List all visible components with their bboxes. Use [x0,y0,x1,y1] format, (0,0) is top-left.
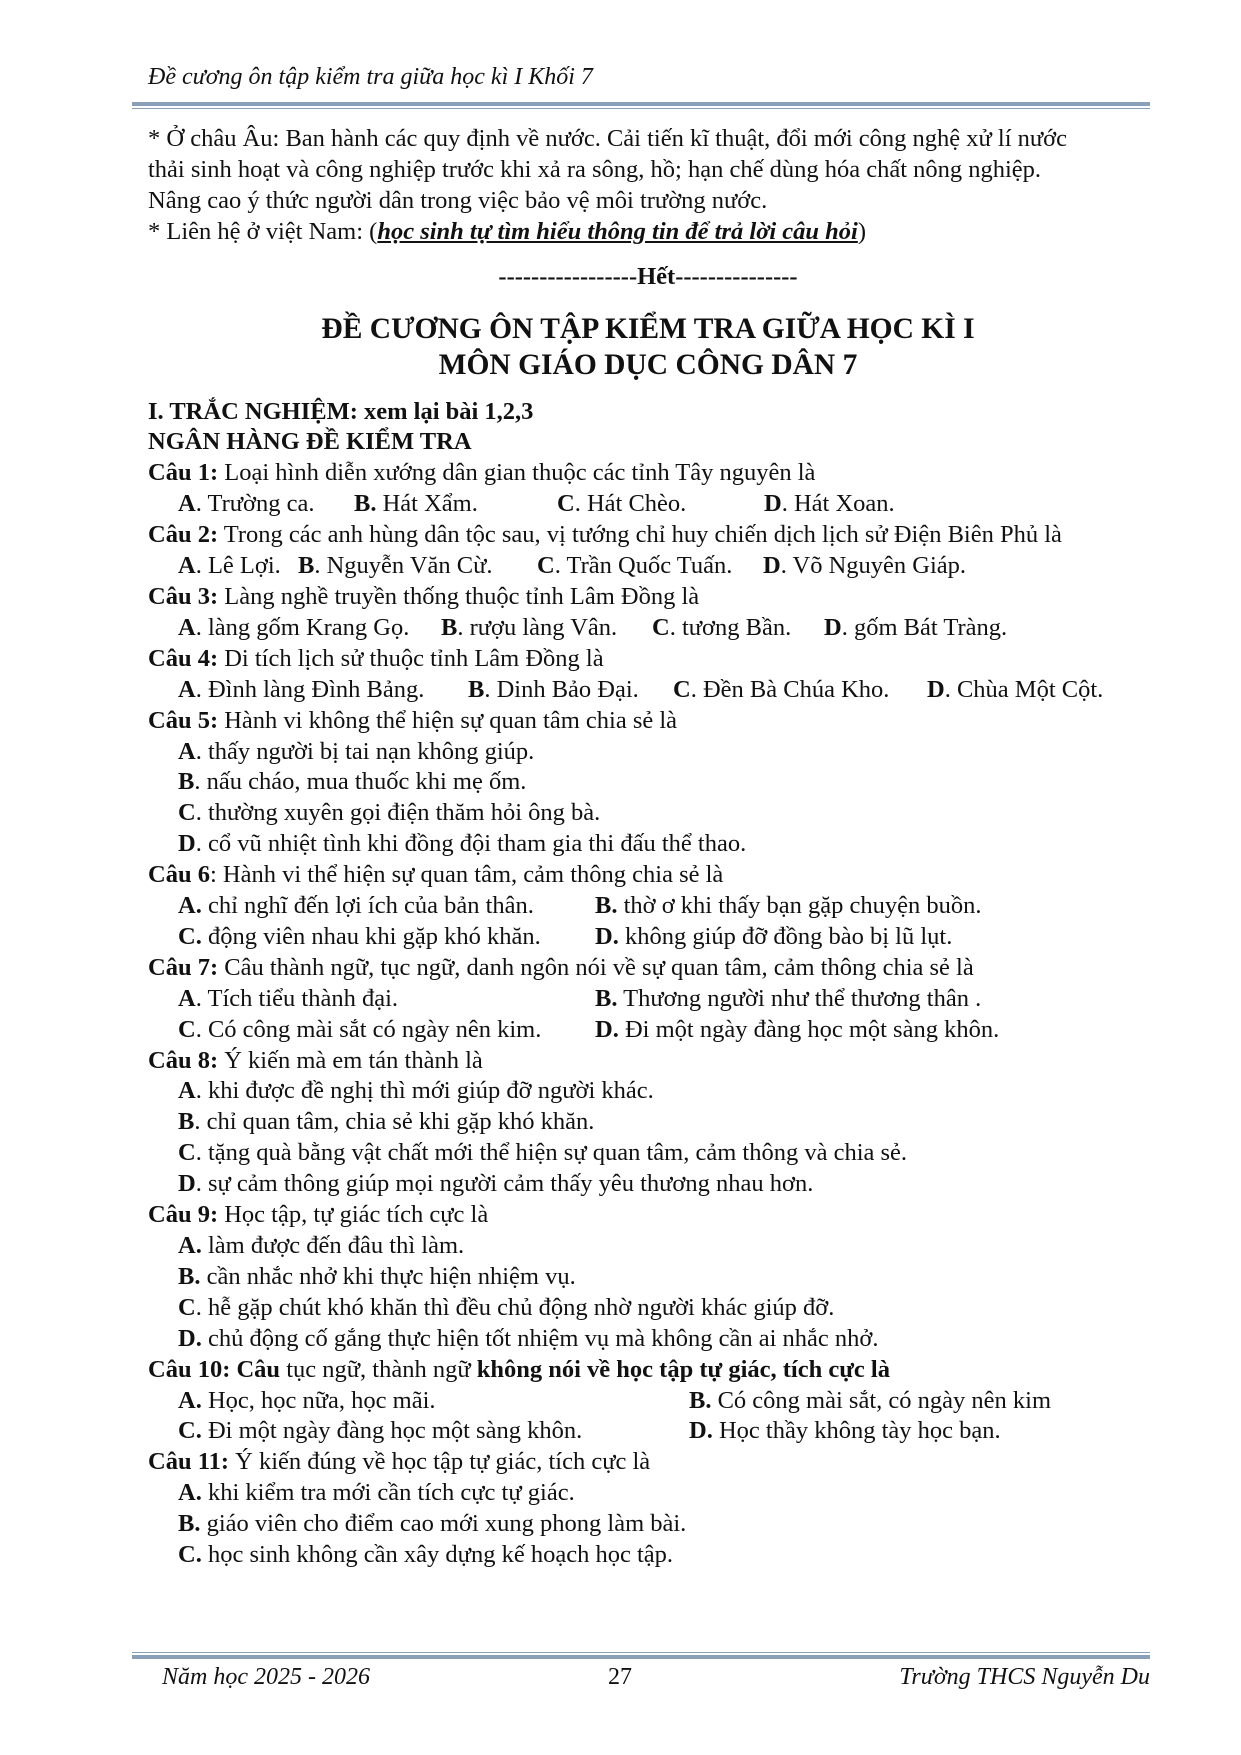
question-7 [148,953,1148,984]
option-b: B. rượu làng Vân. [441,613,618,641]
options-row [148,551,1148,582]
option-b: B. nấu cháo, mua thuốc khi mẹ ốm. [178,768,527,796]
question-11 [148,1447,1148,1478]
options-row [148,675,1148,706]
option-c: C. thường xuyên gọi điện thăm hỏi ông bà. [178,799,601,827]
question-label: Câu 5: [148,706,219,734]
option-d: D. Chùa Một Cột. [927,675,1104,703]
question-label: Câu 2: [148,521,219,549]
option-d: D. Võ Nguyên Giáp. [763,552,967,580]
option-d: D. Đi một ngày đàng học một sàng khôn. [595,1015,1000,1043]
option-b: B. thờ ơ khi thấy bạn gặp chuyện buồn. [595,892,982,920]
option-a: A. khi được đề nghị thì mới giúp đỡ người khác. [178,1077,654,1105]
question-9 [148,1200,1148,1231]
option-b: B. giáo viên cho điểm cao mới xung phong làm bài. [178,1510,687,1538]
option-a: A. chỉ nghĩ đến lợi ích của bản thân. [178,892,534,920]
option-c: C. Có công mài sắt có ngày nên kim. [178,1015,542,1043]
running-header: Đề cương ôn tập kiểm tra giữa học kì I Khối 7 [148,64,593,90]
option-c: C. tương Bần. [652,613,792,641]
option-d: D. sự cảm thông giúp mọi người cảm thấy yêu thương nhau hơn. [178,1170,814,1198]
option-c: C. động viên nhau khi gặp khó khăn. [178,922,541,950]
options-row [148,489,1148,520]
options-row [148,891,1148,922]
options-row [148,613,1148,644]
question-text: : Hành vi thể hiện sự quan tâm, cảm thông chia sẻ là [209,861,724,889]
option-d: D. gốm Bát Tràng. [824,613,1008,641]
question-text: Di tích lịch sử thuộc tỉnh Lâm Đồng là [218,644,604,672]
question-label: Câu 7: [148,953,219,981]
intro-line [148,217,1148,248]
question-label-word: Câu [230,1355,281,1383]
option-b: B. Có công mài sắt, có ngày nên kim [689,1386,1051,1414]
question-5 [148,706,1148,737]
option-c: C. Hát Chèo. [557,490,687,518]
option-c: C. học sinh không cần xây dựng kế hoạch học tập. [178,1541,673,1569]
question-label: Câu 9: [148,1201,219,1229]
option-a: A. Lê Lợi. [178,552,281,580]
question-text: Làng nghề truyền thống thuộc tỉnh Lâm Đồng là [218,582,700,610]
question-label: Câu 1: [148,459,219,487]
question-label: Câu 3: [148,582,219,610]
section-heading: NGÂN HÀNG ĐỀ KIỂM TRA [148,428,472,456]
options-row [148,984,1148,1015]
page-number: 27 [608,1664,632,1690]
option-b: B. Hát Xẩm. [354,490,478,518]
intro-line: * Ở châu Âu: Ban hành các quy định về nước. Cải tiến kĩ thuật, đổi mới công nghệ xử lí nước [148,125,1068,152]
footer-school-name: Trường THCS Nguyễn Du [899,1664,1150,1690]
option-d: D. không giúp đỡ đồng bào bị lũ lụt. [595,922,953,950]
option-a: A. Tích tiểu thành đại. [178,984,399,1012]
options-row [148,922,1148,953]
option-d: D. Hát Xoan. [764,490,895,518]
footer-rule [132,1652,1150,1659]
intro-suffix: ) [857,217,866,245]
option-c: C. Đền Bà Chúa Kho. [673,675,890,703]
option-d: D. cổ vũ nhiệt tình khi đồng đội tham gia thi đấu thể thao. [178,830,747,858]
option-a: A. Đình làng Đình Bảng. [178,675,425,703]
question-text: Hành vi không thể hiện sự quan tâm chia sẻ là [218,706,678,734]
question-label: Câu 10: [148,1355,231,1383]
question-text: Trong các anh hùng dân tộc sau, vị tướng chỉ huy chiến dịch lịch sử Điện Biên Phủ là [218,521,1062,549]
question-text: Ý kiến mà em tán thành là [218,1046,483,1074]
option-b: B. Thương người như thể thương thân . [595,984,982,1012]
option-b: B. cần nhắc nhở khi thực hiện nhiệm vụ. [178,1262,576,1290]
option-d: D. chủ động cố gắng thực hiện tốt nhiệm vụ mà không cần ai nhắc nhở. [178,1324,879,1352]
question-10 [148,1355,1148,1386]
question-label: Câu 4: [148,644,219,672]
option-a: A. thấy người bị tai nạn không giúp. [178,737,535,765]
question-4 [148,644,1148,675]
question-text: Câu thành ngữ, tục ngữ, danh ngôn nói về sự quan tâm, cảm thông chia sẻ là [218,953,974,981]
question-label: Câu 8: [148,1046,219,1074]
question-text: Ý kiến đúng về học tập tự giác, tích cực là [229,1448,651,1476]
option-a: A. Học, học nữa, học mãi. [178,1386,436,1414]
question-text: tục ngữ, thành ngữ [280,1355,477,1383]
option-b: B. Nguyễn Văn Cừ. [298,552,493,580]
option-a: A. Trường ca. [178,490,315,518]
question-label: Câu 11: [148,1448,230,1476]
end-mark: -----------------Hết--------------- [498,262,798,290]
option-b: B. chỉ quan tâm, chia sẻ khi gặp khó khăn. [178,1108,595,1136]
question-8 [148,1046,1148,1077]
options-row [148,1015,1148,1046]
section-heading: I. TRẮC NGHIỆM: xem lại bài 1,2,3 [148,397,534,425]
option-a: A. làng gốm Krang Gọ. [178,613,410,641]
option-b: B. Dinh Bảo Đại. [468,675,639,703]
header-rule [132,102,1150,109]
document-subtitle: MÔN GIÁO DỤC CÔNG DÂN 7 [438,348,858,381]
intro-emphasis: học sinh tự tìm hiểu thông tin để trả lời câu hỏi [377,217,858,245]
question-text-emphasis: không nói về học tập tự giác, tích cực là [476,1355,890,1383]
option-c: C. hễ gặp chút khó khăn thì đều chủ động nhờ người khác giúp đỡ. [178,1293,835,1321]
intro-line: Nâng cao ý thức người dân trong việc bảo vệ môi trường nước. [148,186,768,214]
options-row [148,1416,1148,1447]
option-a: A. làm được đến đâu thì làm. [178,1232,465,1259]
option-c: C. Đi một ngày đàng học một sàng khôn. [178,1417,583,1445]
question-3 [148,582,1148,613]
intro-prefix: * Liên hệ ở việt Nam: ( [148,217,378,245]
question-1 [148,458,1148,489]
option-a: A. khi kiểm tra mới cần tích cực tự giác. [178,1479,575,1507]
question-6 [148,860,1148,891]
option-c: C. Trần Quốc Tuấn. [537,552,733,580]
question-text: Học tập, tự giác tích cực là [218,1201,489,1229]
question-label: Câu 6 [148,861,210,889]
question-text: Loại hình diễn xướng dân gian thuộc các tỉnh Tây nguyên là [218,459,816,487]
page-content [148,124,1148,1571]
question-2 [148,520,1148,551]
option-d: D. Học thầy không tày học bạn. [689,1417,1001,1445]
footer-school-year: Năm học 2025 - 2026 [162,1664,370,1690]
options-row [148,1386,1148,1417]
option-c: C. tặng quà bằng vật chất mới thể hiện sự quan tâm, cảm thông và chia sẻ. [178,1139,908,1167]
document-title: ĐỀ CƯƠNG ÔN TẬP KIỂM TRA GIỮA HỌC KÌ I [321,312,975,345]
intro-line: thải sinh hoạt và công nghiệp trước khi xả ra sông, hồ; hạn chế dùng hóa chất nông nghiệp. [148,155,1042,183]
